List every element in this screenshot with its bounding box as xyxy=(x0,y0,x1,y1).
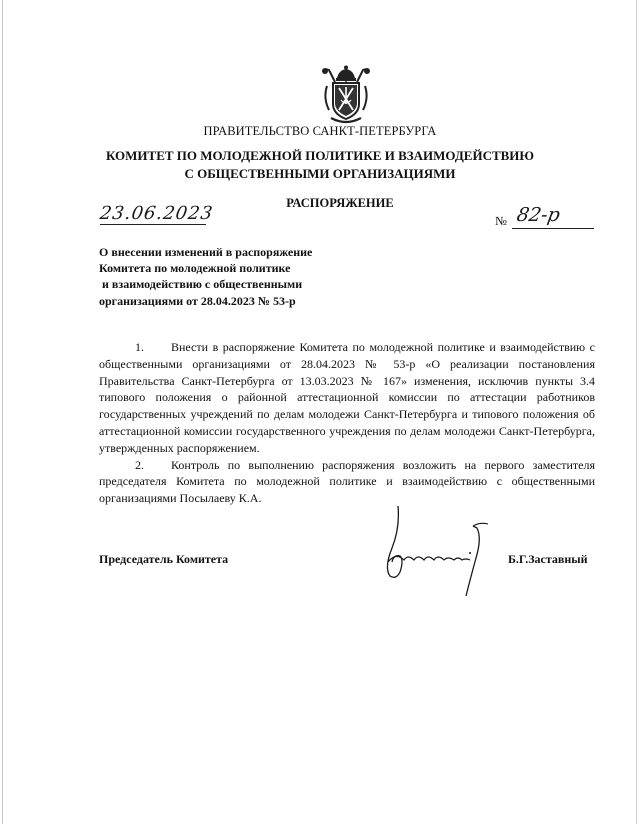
handwritten-date: 23.06.2023 xyxy=(98,203,215,224)
body-item-1 xyxy=(99,339,595,457)
subject-line: Комитета по молодежной политике xyxy=(99,261,291,276)
item-number: 1. xyxy=(135,340,144,354)
item-text: Контроль по выполнению распоряжения возложить на первого заместителя председателя Комитета по молодежной политике и взаимодействию с общественными организациями Посылаеву К.А. xyxy=(99,457,595,506)
signer-name: Б.Г.Заставный xyxy=(508,552,588,566)
government-heading: ПРАВИТЕЛЬСТВО САНКТ-ПЕТЕРБУРГА xyxy=(203,124,437,138)
body-item-2 xyxy=(99,457,595,507)
date-underline xyxy=(100,224,206,225)
document-type: РАСПОРЯЖЕНИЕ xyxy=(286,196,394,210)
subject-line: и взаимодействию с общественными xyxy=(99,277,303,292)
handwritten-number: 82-р xyxy=(515,204,562,226)
item-text: Внести в распоряжение Комитета по молодежной политике и взаимодействию с общественными организациями от 28.04.2023 № 53-р «О реализации постановления Правительства Санкт-Петербурга от 13.03.2023 № 167» изменения, исключив пункты 3.4 типового положения о районной аттестационной комиссии по аттестации работников государственных учреждений по делам молодежи Санкт-Петербурга и типового положения об аттестационной комиссии государственного учреждения по делам молодежи Санкт-Петербурга, утвержденных распоряжением. xyxy=(99,340,595,455)
subject-line: О внесении изменений в распоряжение xyxy=(99,245,313,259)
committee-heading xyxy=(0,147,640,183)
committee-heading-line1: КОМИТЕТ ПО МОЛОДЕЖНОЙ ПОЛИТИКЕ И ВЗАИМОДЕЙСТВИЮ xyxy=(105,148,535,163)
signer-title: Председатель Комитета xyxy=(99,552,229,566)
item-number: 2. xyxy=(135,457,144,472)
number-underline xyxy=(512,228,594,229)
document-subject xyxy=(99,244,312,309)
number-label: № xyxy=(495,214,507,228)
subject-line: организациями от 28.04.2023 № 53-р xyxy=(99,293,296,308)
document-body xyxy=(99,339,595,507)
handwritten-signature-icon xyxy=(370,498,505,598)
committee-heading-line2: С ОБЩЕСТВЕННЫМИ ОРГАНИЗАЦИЯМИ xyxy=(184,166,456,181)
st-petersburg-coat-of-arms-icon xyxy=(319,64,373,124)
